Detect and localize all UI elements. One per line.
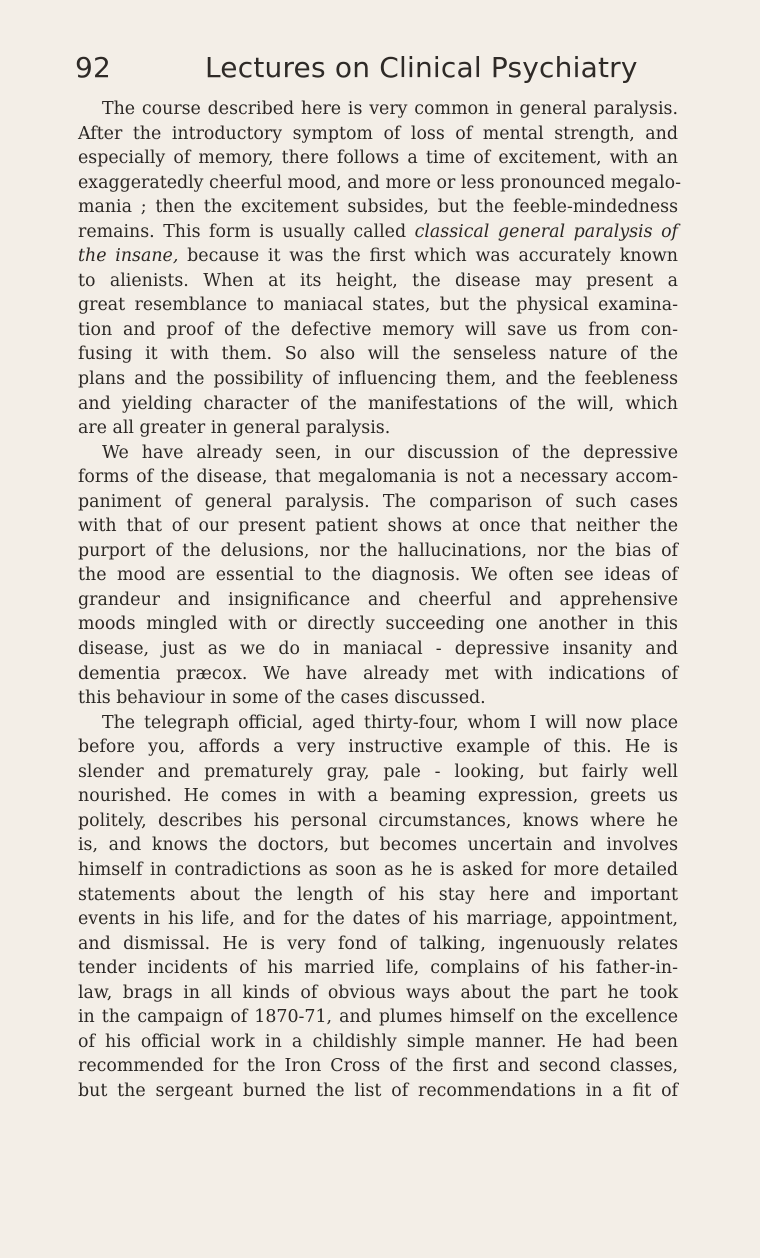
text-line: tion and proof of the defective memory will save us from con- bbox=[78, 319, 678, 340]
text-line: forms of the disease, that megalomania is not a necessary accom- bbox=[78, 467, 678, 488]
text-line: before you, affords a very instructive example of this. He is bbox=[78, 737, 678, 758]
text-line: to alienists. When at its height, the disease may present a bbox=[78, 270, 678, 291]
text-line: in the campaign of 1870-71, and plumes himself on the excellence bbox=[78, 1007, 678, 1028]
italic-text-segment: the insane, bbox=[78, 246, 179, 267]
text-line: of his official work in a childishly simple manner. He had been bbox=[78, 1031, 678, 1052]
text-line: nourished. He comes in with a beaming expression, greets us bbox=[78, 786, 678, 807]
text-line: purport of the delusions, nor the hallucinations, nor the bias of bbox=[78, 540, 678, 561]
text-line: politely, describes his personal circumstances, knows where he bbox=[78, 810, 678, 831]
text-line bbox=[78, 220, 678, 245]
body-text bbox=[78, 97, 681, 1103]
text-line: The course described here is very common in general paralysis. bbox=[102, 99, 678, 119]
text-line: plans and the possibility of influencing them, and the feebleness bbox=[78, 369, 678, 390]
page-header bbox=[75, 48, 638, 88]
text-line: disease, just as we do in maniacal - depressive insanity and bbox=[78, 639, 678, 660]
text-segment: because it was the first which was accurately known bbox=[178, 246, 678, 267]
text-segment: remains. This form is usually called bbox=[78, 221, 415, 242]
text-line: moods mingled with or directly succeeding one another in this bbox=[78, 614, 678, 635]
text-line: After the introductory symptom of loss of mental strength, and bbox=[78, 123, 678, 144]
text-line: great resemblance to maniacal states, but the physical examina- bbox=[78, 295, 678, 316]
text-line: The telegraph official, aged thirty-four, whom I will now place bbox=[102, 712, 678, 733]
text-line: paniment of general paralysis. The comparison of such cases bbox=[78, 491, 678, 512]
text-line: tender incidents of his married life, complains of his father-in- bbox=[78, 958, 678, 979]
text-line: exaggeratedly cheerful mood, and more or less pronounced megalo- bbox=[78, 172, 681, 193]
text-line: mania ; then the excitement subsides, but the feeble-mindedness bbox=[78, 197, 678, 218]
text-line: We have already seen, in our discussion of the depressive bbox=[102, 442, 678, 463]
text-line: recommended for the Iron Cross of the first and second classes, bbox=[78, 1056, 678, 1077]
text-line: and yielding character of the manifestations of the will, which bbox=[78, 393, 678, 414]
text-line: grandeur and insignificance and cheerful and apprehensive bbox=[78, 589, 678, 610]
text-line: statements about the length of his stay here and important bbox=[78, 884, 678, 905]
text-line: are all greater in general paralysis. bbox=[78, 418, 391, 439]
text-line: slender and prematurely gray, pale - looking, but fairly well bbox=[78, 761, 678, 782]
text-line: is, and knows the doctors, but becomes uncertain and involves bbox=[78, 835, 678, 856]
text-line: fusing it with them. So also will the senseless nature of the bbox=[78, 344, 678, 365]
text-line: dementia præcox. We have already met with indications of bbox=[78, 663, 678, 684]
text-line bbox=[78, 244, 678, 269]
running-head-title: Lectures on Clinical Psychiatry bbox=[205, 51, 638, 84]
text-line: with that of our present patient shows at once that neither the bbox=[78, 516, 678, 537]
italic-text-segment: classical general paralysis of bbox=[414, 221, 678, 242]
text-line: himself in contradictions as soon as he is asked for more detailed bbox=[78, 859, 678, 880]
text-line: and dismissal. He is very fond of talking, ingenuously relates bbox=[78, 933, 678, 954]
page-number: 92 bbox=[75, 51, 112, 84]
text-line: especially of memory, there follows a time of excitement, with an bbox=[78, 148, 678, 169]
text-line: this behaviour in some of the cases discussed. bbox=[78, 688, 486, 709]
text-line: but the sergeant burned the list of recommendations in a fit of bbox=[78, 1080, 678, 1101]
text-line: events in his life, and for the dates of his marriage, appointment, bbox=[78, 909, 678, 930]
text-line: the mood are essential to the diagnosis. We often see ideas of bbox=[78, 565, 678, 586]
text-line: law, brags in all kinds of obvious ways about the part he took bbox=[78, 982, 678, 1003]
